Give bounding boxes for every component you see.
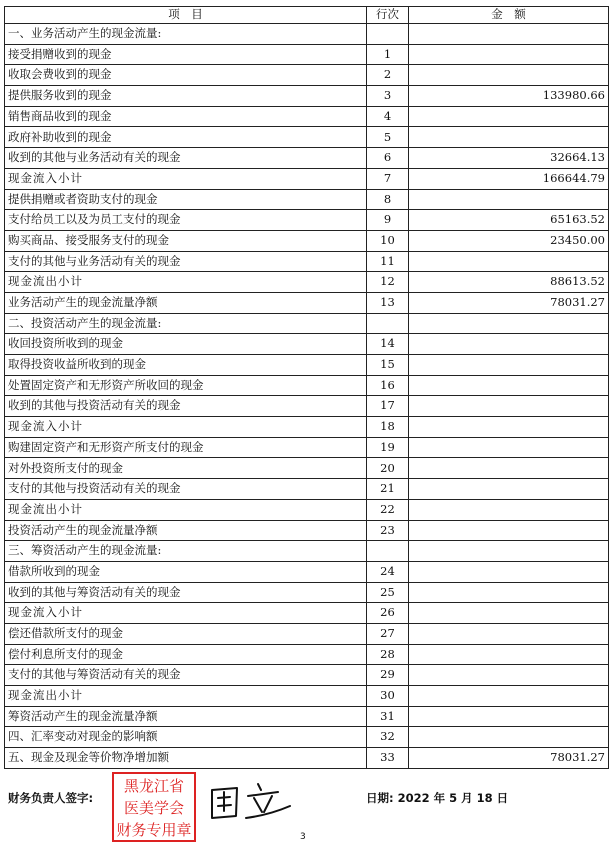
row-item-label: 支付给员工以及为员工支付的现金 bbox=[5, 210, 367, 231]
report-date: 日期: 2022 年 5 月 18 日 bbox=[366, 791, 509, 805]
row-line-no: 27 bbox=[367, 623, 409, 644]
row-amount bbox=[409, 106, 609, 127]
row-item-label: 处置固定资产和无形资产所收回的现金 bbox=[5, 375, 367, 396]
row-amount bbox=[409, 251, 609, 272]
row-line-no: 8 bbox=[367, 189, 409, 210]
table-row bbox=[5, 499, 609, 520]
row-amount bbox=[409, 603, 609, 624]
row-line-no: 2 bbox=[367, 65, 409, 86]
row-line-no: 29 bbox=[367, 665, 409, 686]
row-item-label: 现金流入小计 bbox=[5, 603, 367, 624]
row-item-label: 投资活动产生的现金流量净额 bbox=[5, 520, 367, 541]
row-line-no: 7 bbox=[367, 168, 409, 189]
row-line-no: 10 bbox=[367, 230, 409, 251]
table-row bbox=[5, 65, 609, 86]
row-amount: 78031.27 bbox=[409, 292, 609, 313]
row-line-no: 6 bbox=[367, 148, 409, 169]
row-item-label: 现金流出小计 bbox=[5, 686, 367, 707]
signature-label: 财务负责人签字: bbox=[8, 791, 94, 805]
row-line-no: 23 bbox=[367, 520, 409, 541]
row-line-no bbox=[367, 24, 409, 45]
row-amount bbox=[409, 479, 609, 500]
table-row bbox=[5, 479, 609, 500]
table-row bbox=[5, 148, 609, 169]
header-amount: 金 额 bbox=[409, 7, 609, 24]
row-amount bbox=[409, 458, 609, 479]
stamp-line: 财务专用章 bbox=[116, 821, 192, 839]
table-row bbox=[5, 313, 609, 334]
table-row bbox=[5, 86, 609, 107]
table-row bbox=[5, 417, 609, 438]
row-item-label: 借款所收到的现金 bbox=[5, 561, 367, 582]
row-item-label: 政府补助收到的现金 bbox=[5, 127, 367, 148]
row-amount bbox=[409, 313, 609, 334]
row-line-no: 5 bbox=[367, 127, 409, 148]
table-row bbox=[5, 375, 609, 396]
row-item-label: 支付的其他与筹资活动有关的现金 bbox=[5, 665, 367, 686]
table-row bbox=[5, 355, 609, 376]
row-line-no: 12 bbox=[367, 272, 409, 293]
row-amount bbox=[409, 127, 609, 148]
row-line-no: 32 bbox=[367, 727, 409, 748]
row-item-label: 接受捐赠收到的现金 bbox=[5, 44, 367, 65]
table-row bbox=[5, 189, 609, 210]
row-line-no: 33 bbox=[367, 748, 409, 769]
row-item-label: 三、筹资活动产生的现金流量: bbox=[5, 541, 367, 562]
row-amount bbox=[409, 686, 609, 707]
row-line-no: 18 bbox=[367, 417, 409, 438]
row-amount: 88613.52 bbox=[409, 272, 609, 293]
row-amount: 65163.52 bbox=[409, 210, 609, 231]
table-row bbox=[5, 665, 609, 686]
row-amount bbox=[409, 355, 609, 376]
table-row bbox=[5, 561, 609, 582]
table-row bbox=[5, 623, 609, 644]
row-line-no bbox=[367, 541, 409, 562]
row-amount bbox=[409, 396, 609, 417]
row-amount bbox=[409, 375, 609, 396]
row-amount bbox=[409, 541, 609, 562]
row-amount bbox=[409, 561, 609, 582]
row-item-label: 业务活动产生的现金流量净额 bbox=[5, 292, 367, 313]
row-item-label: 取得投资收益所收到的现金 bbox=[5, 355, 367, 376]
table-row bbox=[5, 168, 609, 189]
row-line-no: 30 bbox=[367, 686, 409, 707]
header-item: 项 目 bbox=[5, 7, 367, 24]
row-amount bbox=[409, 65, 609, 86]
row-line-no: 9 bbox=[367, 210, 409, 231]
row-line-no: 22 bbox=[367, 499, 409, 520]
row-item-label: 一、业务活动产生的现金流量: bbox=[5, 24, 367, 45]
table-row bbox=[5, 520, 609, 541]
table-row bbox=[5, 292, 609, 313]
row-item-label: 现金流出小计 bbox=[5, 499, 367, 520]
row-line-no: 28 bbox=[367, 644, 409, 665]
row-line-no: 31 bbox=[367, 706, 409, 727]
cash-flow-table bbox=[4, 6, 609, 769]
row-item-label: 四、汇率变动对现金的影响额 bbox=[5, 727, 367, 748]
row-item-label: 支付的其他与业务活动有关的现金 bbox=[5, 251, 367, 272]
table-row bbox=[5, 458, 609, 479]
row-line-no: 21 bbox=[367, 479, 409, 500]
stamp-line: 黑龙江省 bbox=[123, 777, 184, 795]
row-line-no: 1 bbox=[367, 44, 409, 65]
row-item-label: 收到的其他与投资活动有关的现金 bbox=[5, 396, 367, 417]
row-amount bbox=[409, 665, 609, 686]
stamp-line: 医美学会 bbox=[123, 799, 184, 817]
row-amount: 32664.13 bbox=[409, 148, 609, 169]
row-item-label: 购建固定资产和无形资产所支付的现金 bbox=[5, 437, 367, 458]
table-row bbox=[5, 127, 609, 148]
table-header-row bbox=[5, 7, 609, 24]
table-row bbox=[5, 706, 609, 727]
row-amount bbox=[409, 706, 609, 727]
row-item-label: 偿还借款所支付的现金 bbox=[5, 623, 367, 644]
row-line-no: 15 bbox=[367, 355, 409, 376]
row-item-label: 销售商品收到的现金 bbox=[5, 106, 367, 127]
table-row bbox=[5, 396, 609, 417]
row-item-label: 提供捐赠或者资助支付的现金 bbox=[5, 189, 367, 210]
table-row bbox=[5, 24, 609, 45]
row-amount: 166644.79 bbox=[409, 168, 609, 189]
row-item-label: 现金流入小计 bbox=[5, 417, 367, 438]
row-item-label: 偿付利息所支付的现金 bbox=[5, 644, 367, 665]
row-amount bbox=[409, 44, 609, 65]
row-item-label: 支付的其他与投资活动有关的现金 bbox=[5, 479, 367, 500]
row-amount: 23450.00 bbox=[409, 230, 609, 251]
table-row bbox=[5, 603, 609, 624]
footer bbox=[0, 760, 611, 850]
finance-seal-stamp bbox=[112, 772, 196, 842]
row-amount bbox=[409, 334, 609, 355]
row-line-no: 20 bbox=[367, 458, 409, 479]
table-row bbox=[5, 437, 609, 458]
table-row bbox=[5, 644, 609, 665]
row-item-label: 收回投资所收到的现金 bbox=[5, 334, 367, 355]
row-line-no: 14 bbox=[367, 334, 409, 355]
row-amount bbox=[409, 623, 609, 644]
row-item-label: 筹资活动产生的现金流量净额 bbox=[5, 706, 367, 727]
table-row bbox=[5, 334, 609, 355]
row-item-label: 购买商品、接受服务支付的现金 bbox=[5, 230, 367, 251]
row-item-label: 现金流入小计 bbox=[5, 168, 367, 189]
row-amount bbox=[409, 582, 609, 603]
row-line-no: 24 bbox=[367, 561, 409, 582]
row-item-label: 收取会费收到的现金 bbox=[5, 65, 367, 86]
row-amount bbox=[409, 644, 609, 665]
table-row bbox=[5, 272, 609, 293]
row-line-no: 3 bbox=[367, 86, 409, 107]
row-amount: 133980.66 bbox=[409, 86, 609, 107]
row-amount: 78031.27 bbox=[409, 748, 609, 769]
table-body bbox=[5, 24, 609, 769]
page-number: 3 bbox=[300, 832, 306, 842]
table-row bbox=[5, 541, 609, 562]
header-line-no: 行次 bbox=[367, 7, 409, 24]
row-amount bbox=[409, 189, 609, 210]
row-amount bbox=[409, 24, 609, 45]
row-amount bbox=[409, 437, 609, 458]
table-row bbox=[5, 251, 609, 272]
row-amount bbox=[409, 727, 609, 748]
row-line-no: 19 bbox=[367, 437, 409, 458]
row-amount bbox=[409, 499, 609, 520]
table-row bbox=[5, 686, 609, 707]
row-line-no: 26 bbox=[367, 603, 409, 624]
row-item-label: 收到的其他与业务活动有关的现金 bbox=[5, 148, 367, 169]
table-row bbox=[5, 582, 609, 603]
row-line-no: 4 bbox=[367, 106, 409, 127]
row-line-no: 17 bbox=[367, 396, 409, 417]
row-amount bbox=[409, 520, 609, 541]
row-item-label: 收到的其他与筹资活动有关的现金 bbox=[5, 582, 367, 603]
table-row bbox=[5, 106, 609, 127]
row-item-label: 对外投资所支付的现金 bbox=[5, 458, 367, 479]
row-line-no: 13 bbox=[367, 292, 409, 313]
row-amount bbox=[409, 417, 609, 438]
table-row bbox=[5, 44, 609, 65]
row-item-label: 现金流出小计 bbox=[5, 272, 367, 293]
row-item-label: 提供服务收到的现金 bbox=[5, 86, 367, 107]
row-item-label: 二、投资活动产生的现金流量: bbox=[5, 313, 367, 334]
handwritten-signature bbox=[206, 778, 296, 828]
row-line-no: 25 bbox=[367, 582, 409, 603]
table-row bbox=[5, 230, 609, 251]
row-item-label: 五、现金及现金等价物净增加额 bbox=[5, 748, 367, 769]
row-line-no: 16 bbox=[367, 375, 409, 396]
row-line-no: 11 bbox=[367, 251, 409, 272]
table-row bbox=[5, 210, 609, 231]
table-row bbox=[5, 727, 609, 748]
row-line-no bbox=[367, 313, 409, 334]
